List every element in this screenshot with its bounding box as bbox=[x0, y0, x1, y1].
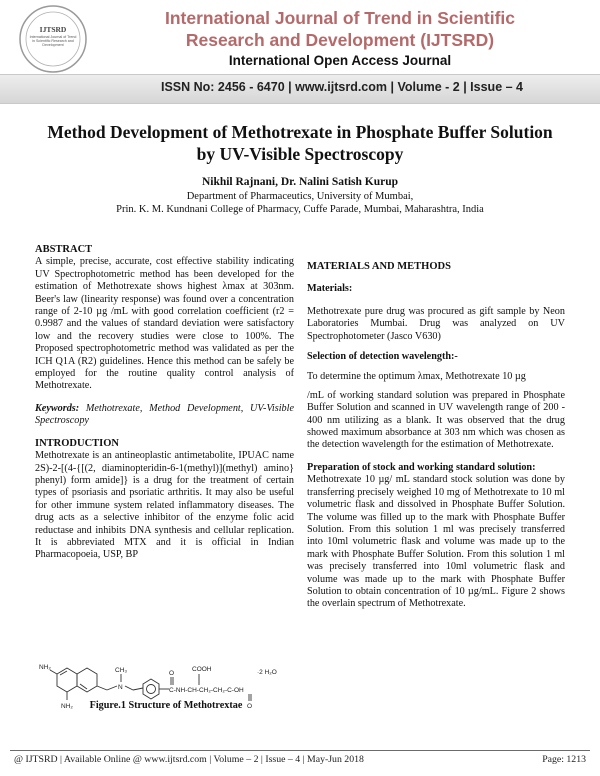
abstract-heading: ABSTRACT bbox=[35, 244, 93, 255]
introduction-body: Methotrexate is an antineoplastic antimetabolite, IPUAC name 2S)-2-[(4-{[(2, diaminopteridin-6-1(methyl)](methyl) amino} phenyl) form amide]} is a drug for the treatment of certain types of psoriasis and psoriatic arthritis. It may also be useful for other immune system related inflammatory diseases. The drug acts as a selective inhibitor of the enzyme folic acid reductase and inhibits DNA synthesis and cellular replication. It is abbreviated MTX and it is official in Indian Pharmacopoeia, USP, BP bbox=[35, 450, 294, 561]
introduction-heading: INTRODUCTION bbox=[35, 437, 120, 449]
affiliation-line2: Prin. K. M. Kundnani College of Pharmacy, Cuffe Parade, Mumbai, Maharashtra, India bbox=[116, 204, 484, 215]
ch3-label: CH₃ bbox=[115, 667, 128, 674]
materials-heading: Materials: bbox=[307, 283, 353, 295]
keywords-label: Keywords: bbox=[35, 402, 80, 414]
paper-authors: Nikhil Rajnani, Dr. Nalini Satish Kurup bbox=[201, 176, 399, 188]
paper-title bbox=[20, 121, 580, 165]
selection-body-2: /mL of working standard solution was prepared in Phosphate Buffer Solution and scanned in UV wavelength range of 200 - 400 nm utilizing as a blank. It was observed that the drug showed maximum absorbance at 303 nm which was chosen as the detection wavelength for the estimation of Methotrexate. bbox=[307, 389, 565, 451]
svg-text:IJTSRD: IJTSRD bbox=[39, 25, 67, 34]
materials-body: Methotrexate pure drug was procured as gift sample by Neon Laboratories Mumbai. Drug was analyzed on UV Spectrophotometer (Jasco V630) bbox=[307, 305, 565, 342]
n-label: N bbox=[118, 684, 123, 691]
journal-subtitle: International Open Access Journal bbox=[228, 53, 452, 68]
affiliation-line1: Department of Pharmaceutics, University of Mumbai, bbox=[186, 191, 414, 202]
carbonyl-o-label: O bbox=[169, 670, 175, 677]
abstract-body: A simple, precise, accurate, cost effective stability indicating UV Spectrophotometric method has been developed for the estimation of Methotrexate shows highest λmax at 303nm. Beer's law (linearity response) was found over a concentration range of 2-10 µg /mL with good correlation coefficient (r2 = 0.9987 and the values of standard deviation were satisfactory low and the recovery studies were close to 100%. The Proposed spectrophotometric method was validated as per the ICH Q1A (R2) guidelines. Hence this method can be safely be employed for the routine quality control analysis of Methotrexate. bbox=[35, 256, 294, 392]
cooh-label: COOH bbox=[192, 666, 212, 673]
selection-body-1: To determine the optimum λmax, Methotrexate 10 µg bbox=[307, 371, 526, 383]
left-column bbox=[35, 244, 294, 562]
selection-heading: Selection of detection wavelength:- bbox=[307, 351, 458, 363]
footer-rule bbox=[10, 750, 590, 751]
journal-seal-icon: IJTSRD International Journal of Trend in Scientific Research and Development bbox=[18, 4, 88, 74]
journal-header bbox=[0, 0, 600, 108]
journal-name-line2: Research and Development (IJTSRD) bbox=[185, 30, 495, 50]
keywords-text: Methotrexate, Method Development, UV-Visible Spectroscopy bbox=[35, 402, 294, 427]
footer-citation: @ IJTSRD | Available Online @ www.ijtsrd.com | Volume – 2 | Issue – 4 | May-Jun 2018 bbox=[14, 754, 364, 765]
terminal-o-label: O bbox=[247, 703, 253, 710]
journal-name-line1: International Journal of Trend in Scientific bbox=[164, 8, 516, 28]
paper-affiliation bbox=[20, 190, 580, 216]
paper-title-line1: Method Development of Methotrexate in Phosphate Buffer Solution bbox=[47, 122, 553, 142]
figure-caption: Figure.1 Structure of Methotrextae bbox=[89, 700, 243, 711]
keywords bbox=[35, 403, 294, 428]
right-column bbox=[307, 261, 565, 611]
nh2-label-top: NH₂ bbox=[39, 664, 51, 671]
page-number: Page: 1213 bbox=[542, 754, 586, 765]
paper-title-line2: by UV-Visible Spectroscopy bbox=[196, 144, 404, 164]
materials-methods-heading: MATERIALS AND METHODS bbox=[307, 261, 451, 272]
preparation-body: Methotrexate 10 µg/ mL standard stock solution was done by transferring precisely weighed 10 mg of Methotrexate to 10 ml volumetric flask and dissolved in Phosphate Buffer Solution. The volume was filled up to the mark with Phosphate Buffer Solution. From this solution 1 ml was precisely transferred into 10ml volumetric flask and volume was made up to the mark with Phosphate Buffer Solution. From this solution 1 ml was precisely transferred into 10ml volumetric flask and volume was made up to the mark with Phosphate Buffer Solution to obtain concentration of 10 µg/mL. Figure 2 shows the overlain spectrum of Methotrexate. bbox=[307, 474, 565, 610]
nh2-label-bottom: NH₂ bbox=[61, 703, 73, 710]
issn-line: ISSN No: 2456 - 6470 | www.ijtsrd.com | Volume - 2 | Issue – 4 bbox=[160, 80, 523, 94]
amide-chain-label: C-NH-CH-CH₂-CH₂-C-OH bbox=[169, 687, 244, 694]
preparation-heading: Preparation of stock and working standard solution: bbox=[307, 461, 536, 473]
hydrate-label: ·2 H₂O bbox=[257, 669, 277, 676]
